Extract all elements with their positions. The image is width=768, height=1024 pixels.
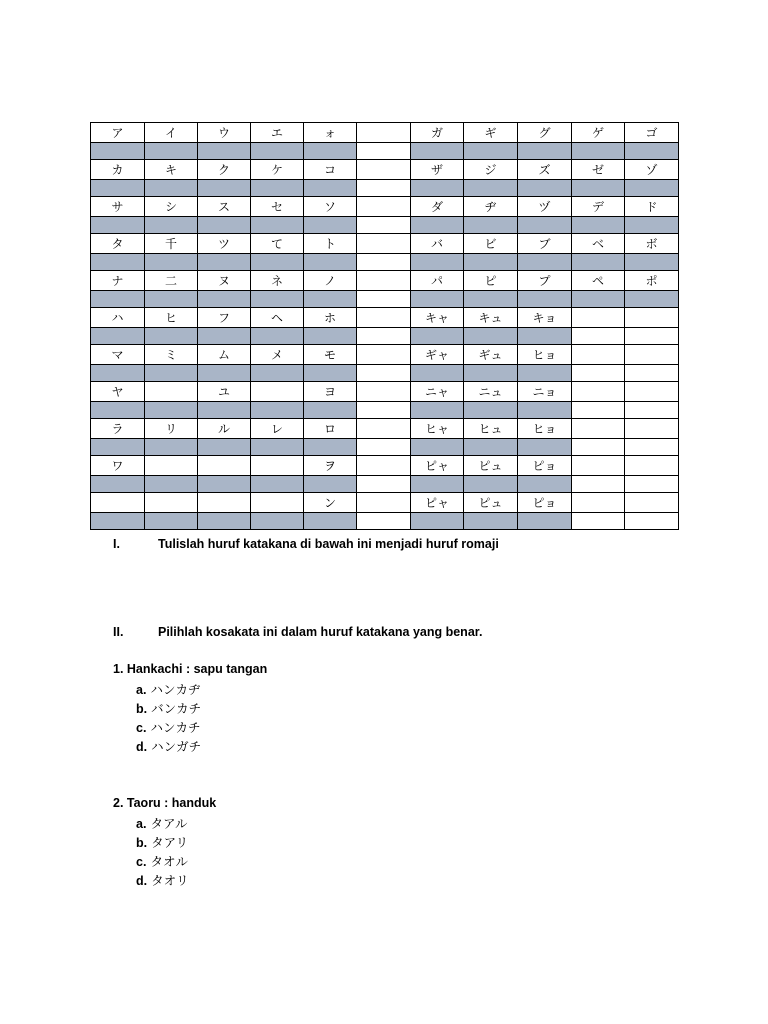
answer-cell[interactable] <box>464 402 518 419</box>
kana-cell: ニュ <box>464 382 518 402</box>
answer-cell[interactable] <box>198 180 251 197</box>
kana-row <box>91 419 679 439</box>
answer-cell[interactable] <box>464 143 518 160</box>
kana-cell: ソ <box>304 197 357 217</box>
kana-cell: ロ <box>304 419 357 439</box>
kana-cell: ゼ <box>572 160 625 180</box>
answer-cell[interactable] <box>411 365 464 382</box>
answer-cell[interactable] <box>304 513 357 530</box>
kana-cell <box>145 382 198 402</box>
answer-cell[interactable] <box>357 143 411 160</box>
kana-cell: ラ <box>91 419 145 439</box>
answer-cell[interactable] <box>145 476 198 493</box>
answer-cell[interactable] <box>145 217 198 234</box>
option-text: タオル <box>150 854 188 869</box>
answer-cell[interactable] <box>411 328 464 345</box>
option-text: ハンカチ <box>150 720 201 735</box>
answer-cell[interactable] <box>91 513 145 530</box>
answer-cell[interactable] <box>572 143 625 160</box>
answer-cell[interactable] <box>464 476 518 493</box>
kana-cell: ツ <box>198 234 251 254</box>
answer-cell[interactable] <box>464 328 518 345</box>
option-text: タアル <box>150 816 188 831</box>
kana-cell: タ <box>91 234 145 254</box>
kana-cell: キョ <box>518 308 572 328</box>
kana-cell <box>625 456 679 476</box>
kana-cell: シ <box>145 197 198 217</box>
kana-cell: ヂ <box>464 197 518 217</box>
answer-cell[interactable] <box>251 439 304 456</box>
kana-cell <box>251 382 304 402</box>
section-1-instruction: Tulislah huruf katakana di bawah ini menjadi huruf romaji <box>158 537 499 551</box>
kana-cell <box>357 197 411 217</box>
kana-cell: ド <box>625 197 679 217</box>
answer-cell[interactable] <box>625 254 679 271</box>
kana-cell: ヒョ <box>518 419 572 439</box>
kana-cell <box>251 456 304 476</box>
kana-cell: ニョ <box>518 382 572 402</box>
kana-cell: イ <box>145 123 198 143</box>
kana-cell: ノ <box>304 271 357 291</box>
kana-cell <box>572 308 625 328</box>
answer-cell[interactable] <box>518 513 572 530</box>
writing-row <box>91 439 679 456</box>
answer-cell[interactable] <box>198 439 251 456</box>
answer-cell[interactable] <box>464 365 518 382</box>
answer-cell[interactable] <box>251 291 304 308</box>
answer-cell[interactable] <box>357 254 411 271</box>
answer-cell[interactable] <box>625 439 679 456</box>
option-letter: d. <box>136 874 148 888</box>
kana-cell: ペ <box>572 271 625 291</box>
question-2-option-d <box>136 871 189 889</box>
answer-cell[interactable] <box>625 180 679 197</box>
answer-cell[interactable] <box>91 254 145 271</box>
answer-cell[interactable] <box>251 254 304 271</box>
writing-row <box>91 476 679 493</box>
option-letter: c. <box>136 721 147 735</box>
answer-cell[interactable] <box>304 328 357 345</box>
answer-cell[interactable] <box>411 439 464 456</box>
answer-cell[interactable] <box>304 180 357 197</box>
answer-cell[interactable] <box>145 180 198 197</box>
question-2-heading: 2. Taoru : handuk <box>113 796 217 810</box>
answer-cell[interactable] <box>145 328 198 345</box>
kana-cell: 二 <box>145 271 198 291</box>
kana-cell: ビ <box>464 234 518 254</box>
kana-cell: ザ <box>411 160 464 180</box>
answer-cell[interactable] <box>411 254 464 271</box>
option-text: バンカチ <box>151 701 202 716</box>
kana-cell: ピョ <box>518 493 572 513</box>
kana-cell <box>572 382 625 402</box>
question-2-option-b <box>136 833 188 851</box>
answer-cell[interactable] <box>464 180 518 197</box>
answer-cell[interactable] <box>91 217 145 234</box>
writing-row <box>91 217 679 234</box>
kana-cell: ル <box>198 419 251 439</box>
answer-cell[interactable] <box>145 402 198 419</box>
answer-cell[interactable] <box>145 439 198 456</box>
kana-cell <box>357 419 411 439</box>
answer-cell[interactable] <box>572 402 625 419</box>
answer-cell[interactable] <box>625 513 679 530</box>
kana-cell: 千 <box>145 234 198 254</box>
answer-cell[interactable] <box>198 328 251 345</box>
answer-cell[interactable] <box>572 365 625 382</box>
writing-row <box>91 402 679 419</box>
kana-cell: ギャ <box>411 345 464 365</box>
kana-cell <box>357 345 411 365</box>
answer-cell[interactable] <box>145 143 198 160</box>
kana-cell <box>357 308 411 328</box>
answer-cell[interactable] <box>625 291 679 308</box>
kana-cell <box>198 456 251 476</box>
answer-cell[interactable] <box>91 328 145 345</box>
answer-cell[interactable] <box>198 476 251 493</box>
answer-cell[interactable] <box>464 291 518 308</box>
kana-cell: ア <box>91 123 145 143</box>
kana-cell: サ <box>91 197 145 217</box>
kana-cell: ヌ <box>198 271 251 291</box>
kana-cell: マ <box>91 345 145 365</box>
kana-row <box>91 234 679 254</box>
kana-cell: ピャ <box>411 493 464 513</box>
answer-cell[interactable] <box>357 180 411 197</box>
answer-cell[interactable] <box>625 476 679 493</box>
kana-cell: エ <box>251 123 304 143</box>
kana-cell: キ <box>145 160 198 180</box>
kana-cell <box>198 493 251 513</box>
answer-cell[interactable] <box>464 439 518 456</box>
kana-cell: ガ <box>411 123 464 143</box>
answer-cell[interactable] <box>357 402 411 419</box>
kana-row <box>91 160 679 180</box>
kana-cell: ピュ <box>464 456 518 476</box>
answer-cell[interactable] <box>304 402 357 419</box>
kana-cell <box>357 456 411 476</box>
kana-cell: ゾ <box>625 160 679 180</box>
kana-cell: ス <box>198 197 251 217</box>
question-2-option-c <box>136 852 188 870</box>
kana-cell: ヘ <box>251 308 304 328</box>
kana-cell: ワ <box>91 456 145 476</box>
kana-cell: ケ <box>251 160 304 180</box>
answer-cell[interactable] <box>572 439 625 456</box>
answer-cell[interactable] <box>464 217 518 234</box>
answer-cell[interactable] <box>518 180 572 197</box>
answer-cell[interactable] <box>91 476 145 493</box>
option-text: ハンカヂ <box>150 682 201 697</box>
answer-cell[interactable] <box>357 513 411 530</box>
answer-cell[interactable] <box>198 143 251 160</box>
answer-cell[interactable] <box>91 365 145 382</box>
kana-cell: カ <box>91 160 145 180</box>
answer-cell[interactable] <box>572 328 625 345</box>
writing-row <box>91 180 679 197</box>
kana-row <box>91 197 679 217</box>
kana-cell: ヲ <box>304 456 357 476</box>
answer-cell[interactable] <box>198 365 251 382</box>
answer-cell[interactable] <box>251 217 304 234</box>
writing-row <box>91 328 679 345</box>
answer-cell[interactable] <box>411 291 464 308</box>
kana-cell: ピュ <box>464 493 518 513</box>
kana-cell: ダ <box>411 197 464 217</box>
kana-cell <box>625 345 679 365</box>
kana-cell: ォ <box>304 123 357 143</box>
question-1-option-c <box>136 718 200 736</box>
kana-cell <box>91 493 145 513</box>
kana-cell <box>145 493 198 513</box>
kana-cell: て <box>251 234 304 254</box>
answer-cell[interactable] <box>411 513 464 530</box>
answer-cell[interactable] <box>198 513 251 530</box>
kana-cell: ボ <box>625 234 679 254</box>
answer-cell[interactable] <box>251 328 304 345</box>
writing-row <box>91 365 679 382</box>
kana-cell <box>572 345 625 365</box>
answer-cell[interactable] <box>91 143 145 160</box>
kana-cell: パ <box>411 271 464 291</box>
answer-cell[interactable] <box>572 513 625 530</box>
kana-cell: ヒョ <box>518 345 572 365</box>
kana-row <box>91 493 679 513</box>
option-letter: a. <box>136 683 147 697</box>
section-2-instruction: Pilihlah kosakata ini dalam huruf katakana yang benar. <box>158 625 483 639</box>
kana-cell <box>357 123 411 143</box>
kana-cell: ニャ <box>411 382 464 402</box>
writing-row <box>91 143 679 160</box>
kana-cell: ブ <box>518 234 572 254</box>
answer-cell[interactable] <box>304 439 357 456</box>
kana-cell: ジ <box>464 160 518 180</box>
kana-row <box>91 271 679 291</box>
kana-cell: ヨ <box>304 382 357 402</box>
answer-cell[interactable] <box>145 254 198 271</box>
answer-cell[interactable] <box>625 328 679 345</box>
writing-row <box>91 254 679 271</box>
kana-cell: ズ <box>518 160 572 180</box>
kana-cell: ネ <box>251 271 304 291</box>
kana-cell <box>357 493 411 513</box>
answer-cell[interactable] <box>304 254 357 271</box>
answer-cell[interactable] <box>251 365 304 382</box>
answer-cell[interactable] <box>625 143 679 160</box>
answer-cell[interactable] <box>357 291 411 308</box>
answer-cell[interactable] <box>145 365 198 382</box>
answer-cell[interactable] <box>251 143 304 160</box>
katakana-table <box>90 122 679 530</box>
answer-cell[interactable] <box>357 439 411 456</box>
kana-cell <box>625 493 679 513</box>
kana-cell: ク <box>198 160 251 180</box>
option-text: タアリ <box>151 835 189 850</box>
option-text: タオリ <box>151 873 189 888</box>
kana-cell: ハ <box>91 308 145 328</box>
kana-cell: ヒュ <box>464 419 518 439</box>
kana-cell <box>572 456 625 476</box>
answer-cell[interactable] <box>198 291 251 308</box>
answer-cell[interactable] <box>411 217 464 234</box>
section-2-number: II. <box>113 625 124 639</box>
answer-cell[interactable] <box>91 291 145 308</box>
kana-cell: ム <box>198 345 251 365</box>
kana-cell: ナ <box>91 271 145 291</box>
option-letter: b. <box>136 836 148 850</box>
answer-cell[interactable] <box>357 217 411 234</box>
answer-cell[interactable] <box>518 402 572 419</box>
answer-cell[interactable] <box>518 143 572 160</box>
question-2-option-a <box>136 814 187 832</box>
kana-cell: セ <box>251 197 304 217</box>
option-letter: b. <box>136 702 148 716</box>
writing-row <box>91 513 679 530</box>
answer-cell[interactable] <box>572 254 625 271</box>
kana-cell: ピャ <box>411 456 464 476</box>
answer-cell[interactable] <box>572 180 625 197</box>
answer-cell[interactable] <box>464 513 518 530</box>
option-text: ハンガチ <box>151 739 202 754</box>
kana-cell: ヒ <box>145 308 198 328</box>
kana-cell: デ <box>572 197 625 217</box>
kana-cell: ゲ <box>572 123 625 143</box>
answer-cell[interactable] <box>572 291 625 308</box>
kana-cell: ヒャ <box>411 419 464 439</box>
answer-cell[interactable] <box>464 254 518 271</box>
kana-cell: コ <box>304 160 357 180</box>
answer-cell[interactable] <box>518 365 572 382</box>
writing-row <box>91 291 679 308</box>
answer-cell[interactable] <box>411 476 464 493</box>
kana-cell: モ <box>304 345 357 365</box>
answer-cell[interactable] <box>91 439 145 456</box>
kana-row <box>91 308 679 328</box>
kana-cell: ゴ <box>625 123 679 143</box>
question-1-heading: 1. Hankachi : sapu tangan <box>113 662 268 676</box>
section-1-number: I. <box>113 537 120 551</box>
answer-cell[interactable] <box>198 254 251 271</box>
answer-cell[interactable] <box>518 254 572 271</box>
kana-cell: バ <box>411 234 464 254</box>
kana-cell: ピ <box>464 271 518 291</box>
question-1-option-d <box>136 737 201 755</box>
kana-row <box>91 382 679 402</box>
kana-cell <box>145 456 198 476</box>
kana-cell: ギ <box>464 123 518 143</box>
answer-cell[interactable] <box>91 180 145 197</box>
kana-cell: ギュ <box>464 345 518 365</box>
kana-cell: プ <box>518 271 572 291</box>
kana-cell: キュ <box>464 308 518 328</box>
answer-cell[interactable] <box>304 365 357 382</box>
kana-cell: ミ <box>145 345 198 365</box>
kana-cell: リ <box>145 419 198 439</box>
answer-cell[interactable] <box>357 328 411 345</box>
question-1-option-b <box>136 699 201 717</box>
answer-cell[interactable] <box>198 217 251 234</box>
option-letter: a. <box>136 817 147 831</box>
answer-cell[interactable] <box>518 476 572 493</box>
kana-cell: ユ <box>198 382 251 402</box>
answer-cell[interactable] <box>518 217 572 234</box>
answer-cell[interactable] <box>251 180 304 197</box>
answer-cell[interactable] <box>572 476 625 493</box>
answer-cell[interactable] <box>304 217 357 234</box>
answer-cell[interactable] <box>198 402 251 419</box>
answer-cell[interactable] <box>518 291 572 308</box>
answer-cell[interactable] <box>145 513 198 530</box>
kana-row <box>91 345 679 365</box>
answer-cell[interactable] <box>411 180 464 197</box>
kana-cell <box>625 382 679 402</box>
kana-cell <box>625 419 679 439</box>
kana-cell: ン <box>304 493 357 513</box>
kana-row <box>91 456 679 476</box>
answer-cell[interactable] <box>411 402 464 419</box>
option-letter: d. <box>136 740 148 754</box>
answer-cell[interactable] <box>251 513 304 530</box>
kana-cell <box>251 493 304 513</box>
answer-cell[interactable] <box>304 291 357 308</box>
answer-cell[interactable] <box>625 402 679 419</box>
answer-cell[interactable] <box>625 365 679 382</box>
answer-cell[interactable] <box>304 476 357 493</box>
answer-cell[interactable] <box>625 217 679 234</box>
kana-cell <box>357 160 411 180</box>
answer-cell[interactable] <box>357 365 411 382</box>
answer-cell[interactable] <box>251 402 304 419</box>
answer-cell[interactable] <box>357 476 411 493</box>
answer-cell[interactable] <box>518 439 572 456</box>
answer-cell[interactable] <box>251 476 304 493</box>
kana-cell: フ <box>198 308 251 328</box>
option-letter: c. <box>136 855 147 869</box>
kana-cell <box>357 234 411 254</box>
kana-cell: ベ <box>572 234 625 254</box>
kana-cell: ヤ <box>91 382 145 402</box>
kana-cell: ウ <box>198 123 251 143</box>
question-1-option-a <box>136 680 200 698</box>
kana-cell <box>572 419 625 439</box>
kana-cell: メ <box>251 345 304 365</box>
kana-cell: ホ <box>304 308 357 328</box>
kana-cell: レ <box>251 419 304 439</box>
kana-cell: ピョ <box>518 456 572 476</box>
kana-cell: ト <box>304 234 357 254</box>
answer-cell[interactable] <box>304 143 357 160</box>
answer-cell[interactable] <box>572 217 625 234</box>
kana-cell <box>357 382 411 402</box>
kana-cell: ヅ <box>518 197 572 217</box>
answer-cell[interactable] <box>518 328 572 345</box>
kana-cell <box>625 308 679 328</box>
kana-row <box>91 123 679 143</box>
answer-cell[interactable] <box>411 143 464 160</box>
answer-cell[interactable] <box>145 291 198 308</box>
kana-cell <box>572 493 625 513</box>
kana-cell: ポ <box>625 271 679 291</box>
kana-cell <box>357 271 411 291</box>
kana-cell: グ <box>518 123 572 143</box>
answer-cell[interactable] <box>91 402 145 419</box>
kana-cell: キャ <box>411 308 464 328</box>
